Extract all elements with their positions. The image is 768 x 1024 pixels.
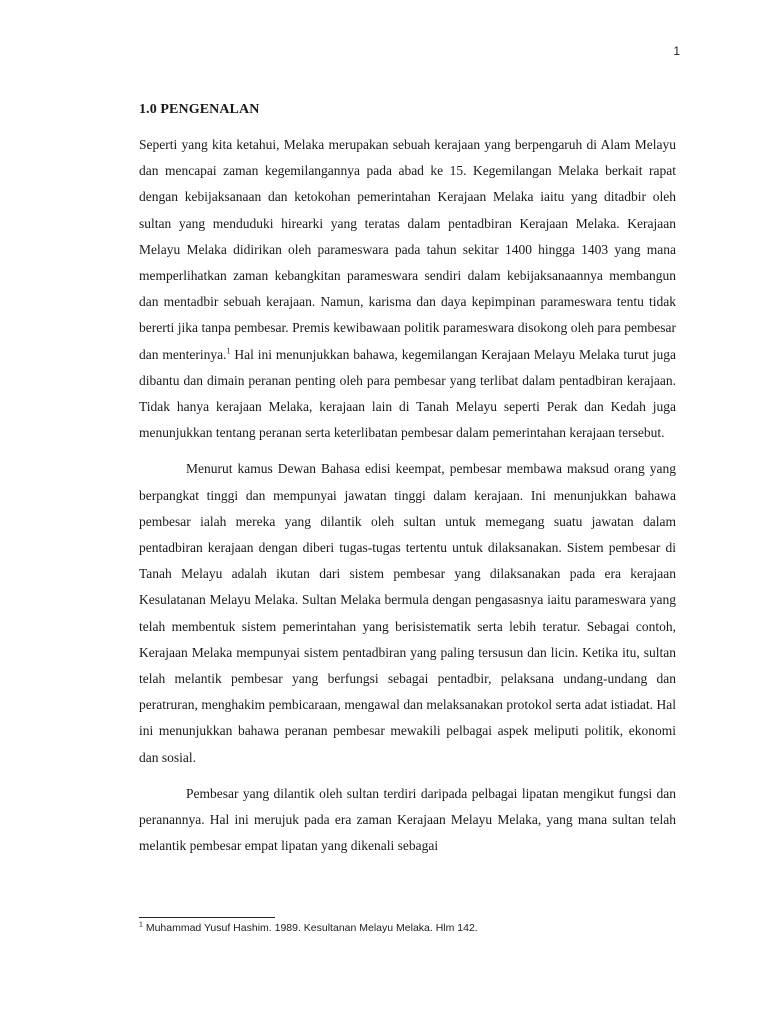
- paragraph-definition: Menurut kamus Dewan Bahasa edisi keempat, pembesar membawa maksud orang yang berpangkat tinggi dan mempunyai jawatan tinggi dalam kerajaan. Ini menunjukkan bahawa pembesar ialah mereka yang dilantik oleh sultan untuk memegang suatu jawatan dalam pentadbiran kerajaan dengan diberi tugas-tugas tertentu untuk dilaksanakan. Sistem pembesar di Tanah Melayu adalah ikutan dari sistem pembesar yang dilaksanakan pada era kerajaan Kesulatanan Melayu Melaka. Sultan Melaka bermula dengan pengasasnya iaitu parameswara yang telah membentuk sistem pemerintahan yang berisistematik serta lebih teratur. Sebagai contoh, Kerajaan Melaka mempunyai sistem pentadbiran yang paling tersusun dan licin. Ketika itu, sultan telah melantik pembesar yang berfungsi sebagai pentadbir, pelaksana undang-undang dan peratruran, menghakim pembicaraan, mengawal dan melaksanakan protokol serta adat istiadat. Hal ini menunjukkan bahawa peranan pembesar mewakili pelbagai aspek meliputi politik, ekonomi dan sosial.: [139, 461, 676, 765]
- footnote-reference-1[interactable]: 1: [226, 346, 231, 356]
- section-heading: 1.0 PENGENALAN: [139, 102, 260, 117]
- paragraph-appointment: Pembesar yang dilantik oleh sultan terdiri daripada pelbagai lipatan mengikut fungsi dan peranannya. Hal ini merujuk pada era zaman Kerajaan Melayu Melaka, yang mana sultan telah melantik pembesar empat lipatan yang dikenali sebagai: [139, 785, 676, 854]
- paragraph-introduction: [139, 132, 676, 446]
- footnote: [139, 922, 679, 934]
- paragraph-introduction-part-2: Hal ini menunjukkan bahawa, kegemilangan Kerajaan Melayu Melaka turut juga dibantu dan dimain peranan penting oleh para pembesar yang terlibat dalam pentadbiran kerajaan. Tidak hanya kerajaan Melaka, kerajaan lain di Tanah Melayu seperti Perak dan Kedah juga menunjukkan tentang peranan serta keterlibatan pembesar dalam pemerintahan kerajaan tersebut.: [139, 346, 676, 441]
- paragraph-introduction-part-1: Seperti yang kita ketahui, Melaka merupakan sebuah kerajaan yang berpengaruh di Alam Melayu dan mencapai zaman kegemilangannya pada abad ke 15. Kegemilangan Melaka berkait rapat dengan kebijaksanaan dan ketokohan pemerintahan Kerajaan Melaka iaitu yang ditadbir oleh sultan yang menduduki hirearki yang teratas dalam pentadbiran Kerajaan Melaka. Kerajaan Melayu Melaka didirikan oleh parameswara pada tahun sekitar 1400 hingga 1403 yang mana memperlihatkan zaman kebangkitan parameswara sendiri dalam kebijaksanaannya membangun dan mentadbir sebuah kerajaan. Namun, karisma dan daya kepimpinan parameswara tentu tidak bererti jika tanpa pembesar. Premis kewibawaan politik parameswara disokong oleh para pembesar dan menterinya.: [139, 137, 676, 362]
- page-content: [139, 102, 676, 869]
- footnote-mark: 1: [139, 921, 143, 929]
- footnote-text: Muhammad Yusuf Hashim. 1989. Kesultanan Melayu Melaka. Hlm 142.: [142, 922, 478, 934]
- footnote-separator: [139, 917, 275, 918]
- page-number: 1: [673, 44, 680, 58]
